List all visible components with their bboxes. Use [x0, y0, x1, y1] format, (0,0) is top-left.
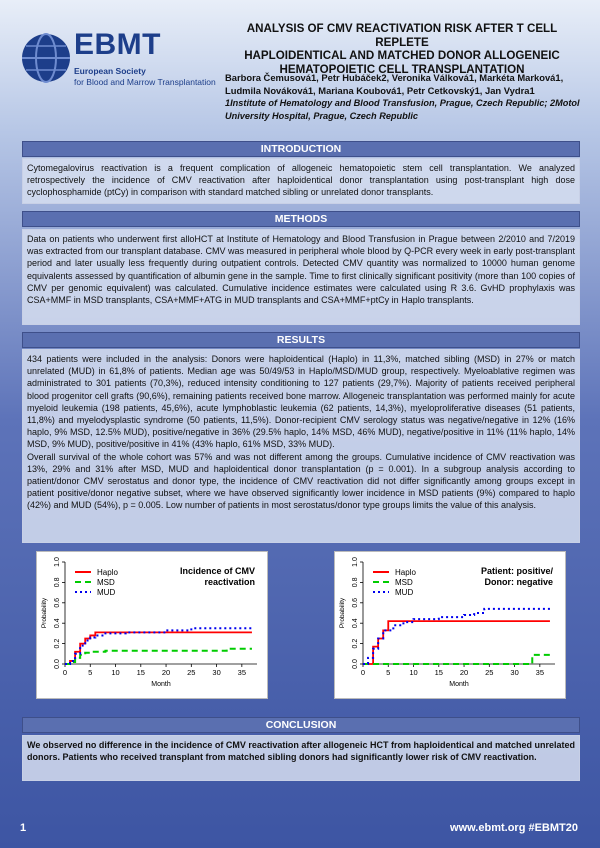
- footer-url: www.ebmt.org #EBMT20: [450, 822, 578, 834]
- series-line-msd: [65, 649, 252, 664]
- y-tick-label: 0.2: [352, 638, 359, 649]
- legend-label: MUD: [395, 588, 414, 597]
- introduction-text: Cytomegalovirus reactivation is a frequent complication of allogeneic hematopoietic stem cell transplantation. We analyzed retrospectively the incidence of CMV reactivation after haploidentical donor transplantation using post-transplant high dose cyclophosphamide (ptCy) in comparison with standard matched sibling or unrelated donor transplants.: [27, 163, 575, 198]
- title-line: ANALYSIS OF CMV REACTIVATION RISK AFTER T CELL REPLETE: [246, 22, 558, 49]
- chart-pos-neg-svg: [335, 552, 565, 698]
- x-tick-label: 0: [62, 668, 68, 677]
- x-tick-label: 30: [510, 668, 519, 677]
- series-line-msd: [363, 655, 550, 664]
- y-tick-label: 0.6: [54, 597, 61, 608]
- globe-icon: [18, 30, 78, 90]
- x-tick-label: 25: [485, 668, 494, 677]
- methods-text: Data on patients who underwent first alloHCT at Institute of Hematology and Blood Transfusion in Prague between 2/2010 and 7/2019 was extracted from our transplant database. CMV was measured in peripheral whole blood by Q-PCR every week in early post-transplant period and later usually less frequently during outpatient controls. Detected CMV quantity was normalized to 10000 human genome equivalents assessed by quantification of albumin gene in the sample. Time to first clinically significant positivity (more than 100 copies of CMV per genomic equivalent) was calculated. Cumulative incidence estimates were calculated using R 3.6. GvHD prophylaxis was CSA+MMF in MSD transplants, CSA+MMF+ATG in MUD transplants and CSA+MMF+ptCy in Haplo transplants.: [27, 234, 575, 306]
- x-axis-label: Month: [449, 681, 469, 688]
- x-tick-label: 15: [136, 668, 145, 677]
- x-axis-label: Month: [151, 681, 171, 688]
- y-tick-label: 1.0: [352, 557, 359, 567]
- affiliations: 1Institute of Hematology and Blood Transfusion, Prague, Czech Republic; 2Motol University Hospital, Prague, Czech Republic: [225, 98, 580, 121]
- x-tick-label: 30: [212, 668, 221, 677]
- chart-title: Incidence of CMV: [179, 566, 255, 576]
- y-tick-label: 0.0: [352, 659, 359, 669]
- y-tick-label: 0.8: [54, 577, 61, 588]
- legend-label: Haplo: [395, 568, 416, 577]
- results-heading: RESULTS: [22, 332, 580, 348]
- chart-title: reactivation: [204, 577, 255, 587]
- series-line-mud: [363, 609, 550, 664]
- y-tick-label: 0.4: [352, 618, 359, 629]
- author-list: Barbora Čemusová1, Petr Hubáček2, Veronika Válková1, Markéta Marková1, Ludmila Nováková1, Mariana Koubová1, Petr Cetkovský1, Jan Vydra1: [225, 72, 564, 96]
- conclusion-heading: CONCLUSION: [22, 717, 580, 733]
- logo-name: EBMT: [74, 28, 161, 61]
- chart-pos-neg: [334, 551, 566, 699]
- chart-title: Patient: positive/: [480, 566, 553, 576]
- x-tick-label: 35: [535, 668, 545, 677]
- methods-heading: METHODS: [22, 211, 580, 227]
- legend-label: Haplo: [97, 568, 118, 577]
- series-line-haplo: [363, 621, 550, 664]
- introduction-heading: INTRODUCTION: [22, 141, 580, 157]
- x-tick-label: 5: [386, 668, 391, 677]
- poster-title: [224, 22, 580, 76]
- results-body: [22, 349, 580, 543]
- chart-incidence: [36, 551, 268, 699]
- series-line-mud: [65, 628, 252, 664]
- x-tick-label: 10: [409, 668, 418, 677]
- title-line: HEMATOPOIETIC CELL TRANSPLANTATION: [279, 62, 525, 76]
- logo-sub-line1: European Society: [74, 66, 146, 76]
- conclusion-body: [22, 735, 580, 781]
- title-line: HAPLOIDENTICAL AND MATCHED DONOR ALLOGENEIC: [244, 49, 560, 62]
- x-tick-label: 10: [111, 668, 120, 677]
- x-tick-label: 20: [161, 668, 171, 677]
- page-number: 1: [20, 822, 27, 834]
- x-tick-label: 15: [434, 668, 443, 677]
- y-tick-label: 0.4: [54, 618, 61, 629]
- conclusion-text: We observed no difference in the incidence of CMV reactivation after allogeneic HCT from haploidentical and matched unrelated donors. Patients who received transplant from matched sibling donors had significantly lower risk of CMV reactivation.: [27, 740, 575, 763]
- x-tick-label: 20: [459, 668, 469, 677]
- y-axis-label: Probability: [339, 597, 346, 629]
- methods-body: [22, 229, 580, 325]
- y-tick-label: 0.2: [54, 638, 61, 649]
- ebmt-logo: [18, 26, 228, 96]
- series-line-haplo: [65, 632, 252, 664]
- y-axis-label: Probability: [41, 597, 48, 629]
- legend-label: MSD: [395, 578, 413, 587]
- introduction-body: [22, 158, 580, 204]
- legend-label: MSD: [97, 578, 115, 587]
- x-tick-label: 5: [88, 668, 93, 677]
- x-tick-label: 0: [360, 668, 366, 677]
- y-tick-label: 0.6: [352, 597, 359, 608]
- y-tick-label: 0.8: [352, 577, 359, 588]
- y-tick-label: 0.0: [54, 659, 61, 669]
- results-paragraph-2: Overall survival of the whole cohort was 57% and was not different among the groups. Cumulative incidence of CMV reactivation was 13%, 29% and 31% after MSD, MUD and haploidentical donor transplantation (p = 0.001). In a subgroup analysis according to patient/donor CMV serostatus and donor type, the incidence of CMV reactivation did not differ significantly among groups except in patient positive/donor negative subset, where we have observed significantly lower incidence in MSD patients (9%) compared to haplo (42%) and MUD (54%), p = 0.005. Low number of patients in most serostatus/donor type groups limits the value of this analysis.: [27, 451, 575, 511]
- x-tick-label: 25: [187, 668, 196, 677]
- legend-label: MUD: [97, 588, 116, 597]
- x-tick-label: 35: [237, 668, 247, 677]
- logo-subtitle: [74, 66, 216, 88]
- chart-title: Donor: negative: [484, 577, 553, 587]
- logo-sub-line2: for Blood and Marrow Transplantation: [74, 77, 216, 87]
- chart-incidence-svg: [37, 552, 267, 698]
- results-paragraph-1: 434 patients were included in the analysis: Donors were haploidentical (Haplo) in 11,3%, matched sibling (MSD) in 27% or match unrelated (MUD) in 61,8% of patients. Median age was 50/49/53 in Haplo/MSD/MUD group, respectively. Myeloablative regimen was administrated to 301 patients (70,3%), reduced intensity conditioning to 127 patients (29,7%). Majority of patients received peripheral blood progenitor cell grafts (90,6%), remaining patients received bone marrow. Allogeneic transplantation was performed mainly for acute myeloid leukemia (198 patients, 45,6%), acute lymphoblastic leukemia (62 patients, 14,3%), myeloproliferative diseases (51 patients, 11,8%) and myelodysplastic syndrome (50 patients, 11,5%). Donor-recipient CMV serology status was negative/negative in 12% (16% haplo, 9% MSD, 12.5% MUD), positive/negative in 36% (29.5% haplo, 14% MSD, 46% MUD), negative/positive in 11% (11% haplo, 14% MSD, 9% MUD), positive/positive in 41% (43% haplo, 61% MSD, 33% MUD).: [27, 354, 575, 450]
- y-tick-label: 1.0: [54, 557, 61, 567]
